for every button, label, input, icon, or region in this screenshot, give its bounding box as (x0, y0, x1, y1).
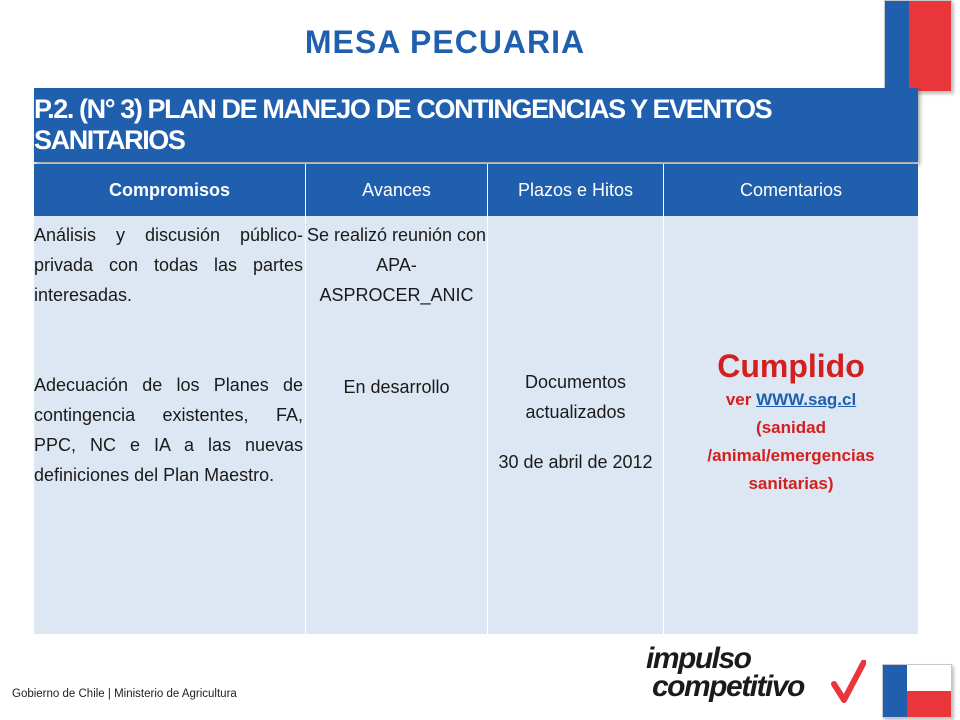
comentario-path: (sanidad /animal/emergencias sanitarias) (707, 418, 875, 493)
table-row (34, 216, 918, 634)
flag-blue-block (883, 665, 907, 717)
chile-flag-top-icon (884, 0, 952, 92)
flag-red-block (907, 691, 951, 717)
footer-ministry: Gobierno de Chile | Ministerio de Agricultura (12, 688, 237, 700)
cell-avances (306, 216, 488, 634)
flag-white-block (907, 665, 951, 691)
header-compromisos: Compromisos (34, 164, 306, 216)
flag-red-stripe (909, 1, 951, 91)
ver-label: ver (725, 390, 757, 409)
plazo-documentos: Documentos actualizados (524, 372, 627, 422)
checkmark-icon (830, 660, 866, 704)
banner-text: P.2. (N° 3) PLAN DE MANEJO DE CONTINGENCIAS Y EVENTOS SANITARIOS (34, 94, 772, 155)
header-avances: Avances (306, 164, 488, 216)
header-comentarios: Comentarios (739, 179, 843, 200)
avance-1: Se realizó reunión con APA-ASPROCER_ANIC (306, 225, 487, 305)
logo-line-competitivo: competitivo (652, 670, 804, 703)
chile-flag-bottom-icon (882, 664, 952, 718)
section-banner (34, 88, 918, 162)
avance-2: En desarrollo (343, 377, 450, 397)
compromiso-2: Adecuación de los Planes de contingencia existentes, FA, PPC, NC e IA a las nuevas definiciones del Plan Maestro. (34, 375, 303, 485)
comentario-ver-line (672, 386, 910, 414)
commitments-table (34, 164, 918, 634)
impulso-competitivo-logo (646, 644, 866, 706)
status-cumplido: Cumplido (717, 348, 865, 384)
table-header-row (34, 164, 918, 216)
cell-comentarios (664, 216, 918, 634)
compromiso-1: Análisis y discusión público-privada con todas las partes interesadas. (34, 225, 303, 305)
cell-compromisos (34, 216, 306, 634)
cell-plazos (488, 216, 664, 634)
sag-link[interactable]: WWW.sag.cl (756, 390, 857, 409)
plazo-fecha: 30 de abril de 2012 (498, 452, 653, 472)
logo-line-impulso: impulso (646, 642, 751, 675)
header-plazos: Plazos e Hitos (488, 164, 664, 216)
slide-title: MESA PECUARIA (304, 24, 586, 60)
